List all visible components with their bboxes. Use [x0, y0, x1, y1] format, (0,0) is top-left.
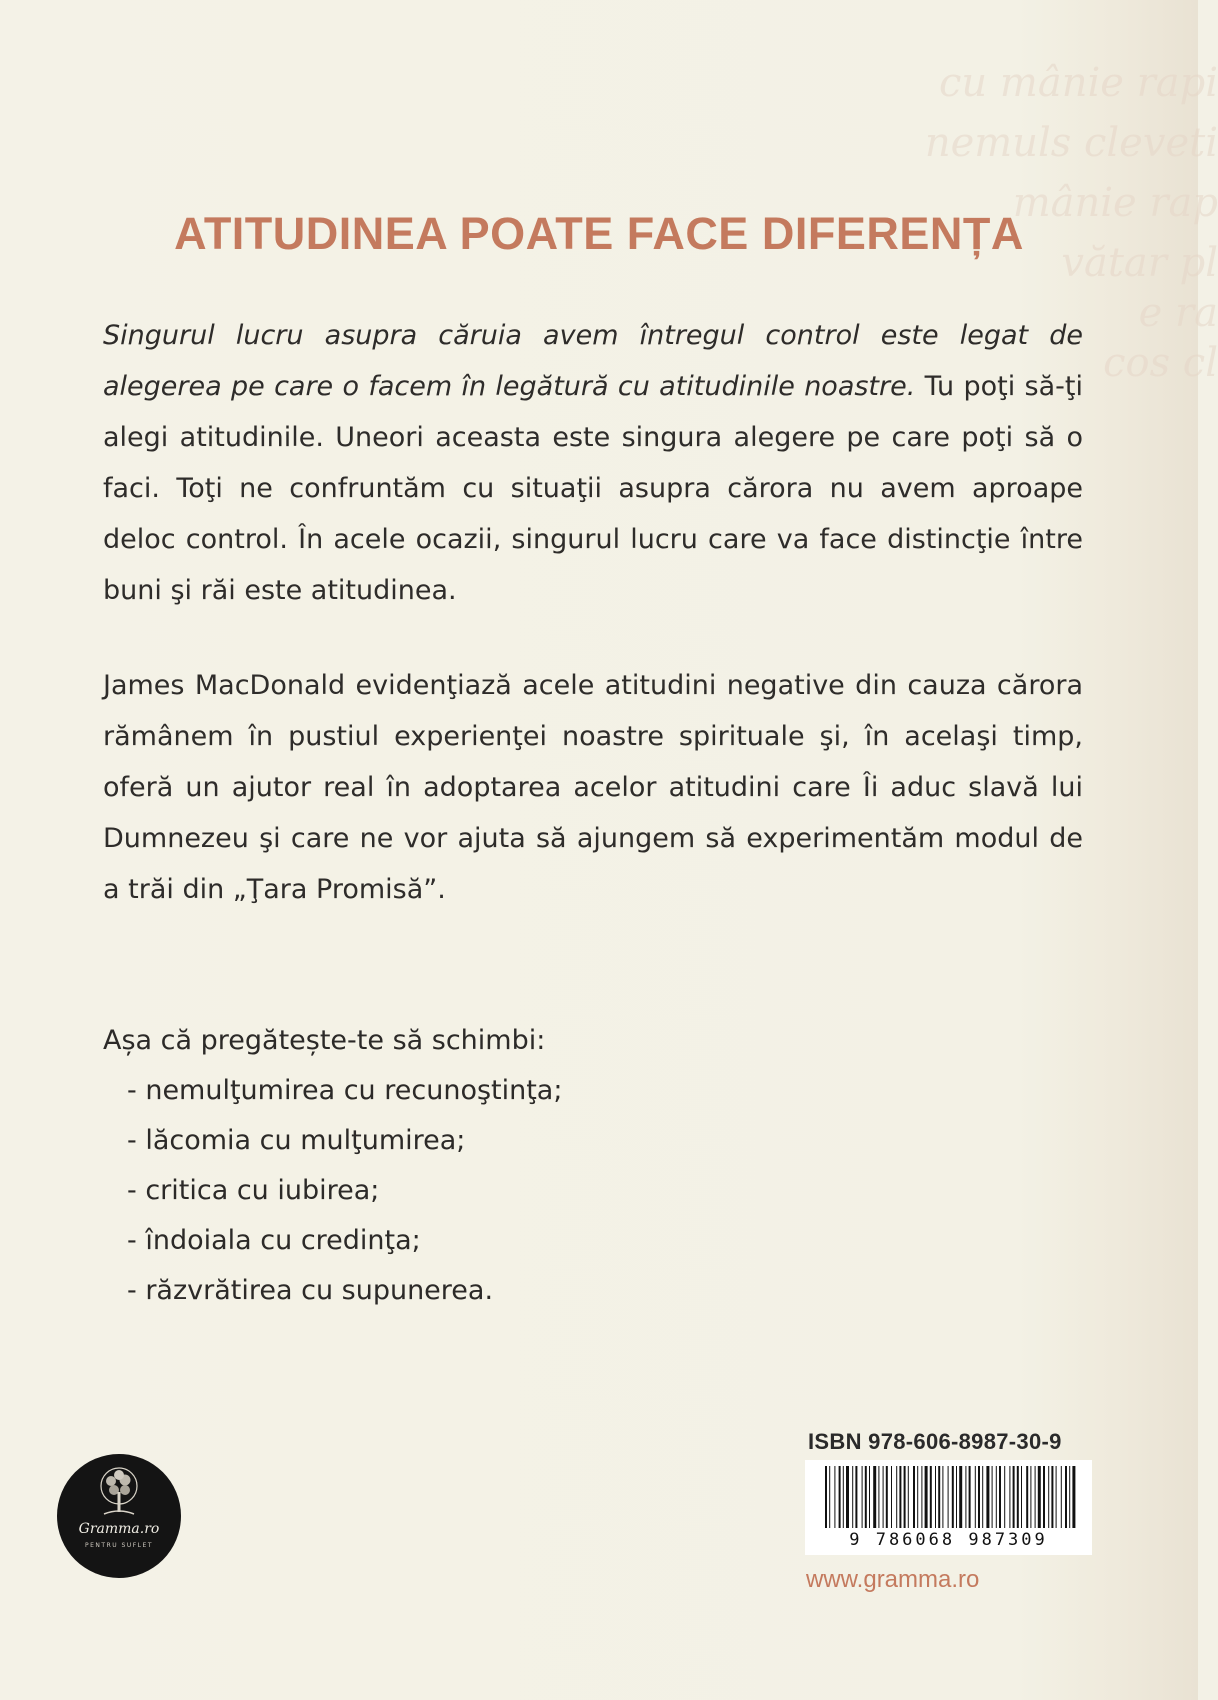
barcode-bar [1035, 1466, 1036, 1528]
barcode-bar [1043, 1466, 1045, 1528]
cover-title: ATITUDINEA POATE FACE DIFERENȚA [174, 208, 1024, 259]
barcode-bar [1061, 1466, 1062, 1528]
barcode-bar [1030, 1466, 1031, 1528]
barcode-bar [948, 1466, 949, 1528]
barcode [805, 1460, 1092, 1555]
barcode-bar [865, 1466, 867, 1528]
barcode-bar [904, 1466, 906, 1528]
watermark-line: vătar pl [1061, 240, 1218, 286]
barcode-bar [891, 1466, 892, 1528]
barcode-bar [999, 1466, 1001, 1528]
logo-subtitle: PENTRU SUFLET [85, 1542, 153, 1549]
barcode-bar [899, 1466, 901, 1528]
barcode-bar [1004, 1466, 1005, 1528]
barcode-bar [996, 1466, 997, 1528]
barcode-bar [942, 1466, 943, 1528]
barcode-bar [992, 1466, 993, 1528]
barcode-bar [896, 1466, 897, 1528]
barcode-bar [956, 1466, 957, 1528]
barcode-bar [917, 1466, 918, 1528]
description-paragraph-2: James MacDonald evidenţiază acele atitudini negative din cauza cărora rămânem în pustiul experienţei noastre spirituale şi, în acelaşi timp, oferă un ajutor real în adoptarea acelor atitudini care Îi aduc slavă lui Dumnezeu şi care ne vor ajuta să ajungem să experimentăm modul de a trăi din „Ţara Promisă”. [103, 670, 1083, 905]
barcode-bar [969, 1466, 971, 1528]
barcode-bar [883, 1466, 884, 1528]
barcode-bar [878, 1466, 879, 1528]
logo-name: Gramma.ro [78, 1521, 160, 1537]
barcode-bar [938, 1466, 940, 1528]
barcode-bar [829, 1466, 830, 1528]
barcode-bar [908, 1466, 909, 1528]
barcode-bar [930, 1466, 932, 1528]
barcode-bar [965, 1466, 966, 1528]
description-paragraph-1 [103, 310, 1083, 616]
barcode-bar [1017, 1466, 1019, 1528]
watermark-line: cos cl [1103, 340, 1218, 386]
tree-icon [94, 1466, 144, 1520]
barcode-bar [1021, 1466, 1022, 1528]
list-item: - nemulţumirea cu recunoştinţa; [127, 1075, 563, 1106]
publisher-website: www.gramma.ro [806, 1566, 980, 1593]
barcode-bar [1065, 1466, 1067, 1528]
barcode-bar [952, 1466, 954, 1528]
barcode-bar [1069, 1466, 1070, 1528]
paragraph-text: Tu poţi să-ţi alegi atitudinile. Uneori aceasta este singura alegere pe care poţi să o faci. Toţi ne confruntăm cu situaţii asupra cărora nu avem aproape deloc control. În acele ocazii, singurul lucru care va face distincţie între buni şi răi este atitudinea. [103, 371, 1083, 606]
barcode-bar [925, 1466, 928, 1528]
barcode-bar [921, 1466, 922, 1528]
publisher-logo [57, 1454, 181, 1578]
barcode-bar [913, 1466, 915, 1528]
barcode-bar [825, 1466, 827, 1528]
barcode-bar [1026, 1466, 1028, 1528]
barcode-bar [1013, 1466, 1015, 1528]
list-item: - critica cu iubirea; [127, 1175, 380, 1206]
barcode-bar [873, 1466, 876, 1528]
barcode-bar [1056, 1466, 1057, 1528]
barcode-bar [852, 1466, 853, 1528]
barcode-bar [1038, 1466, 1041, 1528]
barcode-bar [839, 1466, 841, 1528]
barcode-bar [1048, 1466, 1049, 1528]
italic-quote: Singurul lucru asupra căruia avem întregul control este legat de alegerea pe care o facem în legătură cu atitudinile noastre. [103, 320, 1083, 402]
barcode-bar [978, 1466, 980, 1528]
barcode-bar [843, 1466, 844, 1528]
isbn-number: ISBN 978-606-8987-30-9 [808, 1429, 1062, 1454]
list-item: - lăcomia cu mulţumirea; [127, 1125, 466, 1156]
list-intro: Așa că pregătește-te să schimbi: [103, 1025, 546, 1056]
watermark-line: e ra [1138, 290, 1218, 336]
barcode-bar [886, 1466, 888, 1528]
barcode-bar [1072, 1466, 1075, 1528]
barcode-bar [1051, 1466, 1053, 1528]
barcode-bar [869, 1466, 870, 1528]
barcode-bar [986, 1466, 989, 1528]
barcode-bar [834, 1466, 835, 1528]
watermark-line: mânie rap [1012, 180, 1218, 226]
barcode-bar [935, 1466, 936, 1528]
barcode-bar [959, 1466, 962, 1528]
barcode-bar [975, 1466, 976, 1528]
barcode-bar [982, 1466, 983, 1528]
barcode-digits: 9 786068 987309 [809, 1530, 1088, 1550]
barcode-bar [862, 1466, 863, 1528]
barcode-bar [846, 1466, 849, 1528]
watermark-line: nemuls cleveti [924, 120, 1218, 166]
change-list [127, 1066, 562, 1316]
watermark-line: cu mânie rapi [939, 60, 1218, 106]
barcode-bar [855, 1466, 857, 1528]
list-item: - îndoiala cu credinţa; [127, 1225, 421, 1256]
list-item: - răzvrătirea cu supunerea. [127, 1275, 494, 1306]
barcode-bar [1009, 1466, 1010, 1528]
